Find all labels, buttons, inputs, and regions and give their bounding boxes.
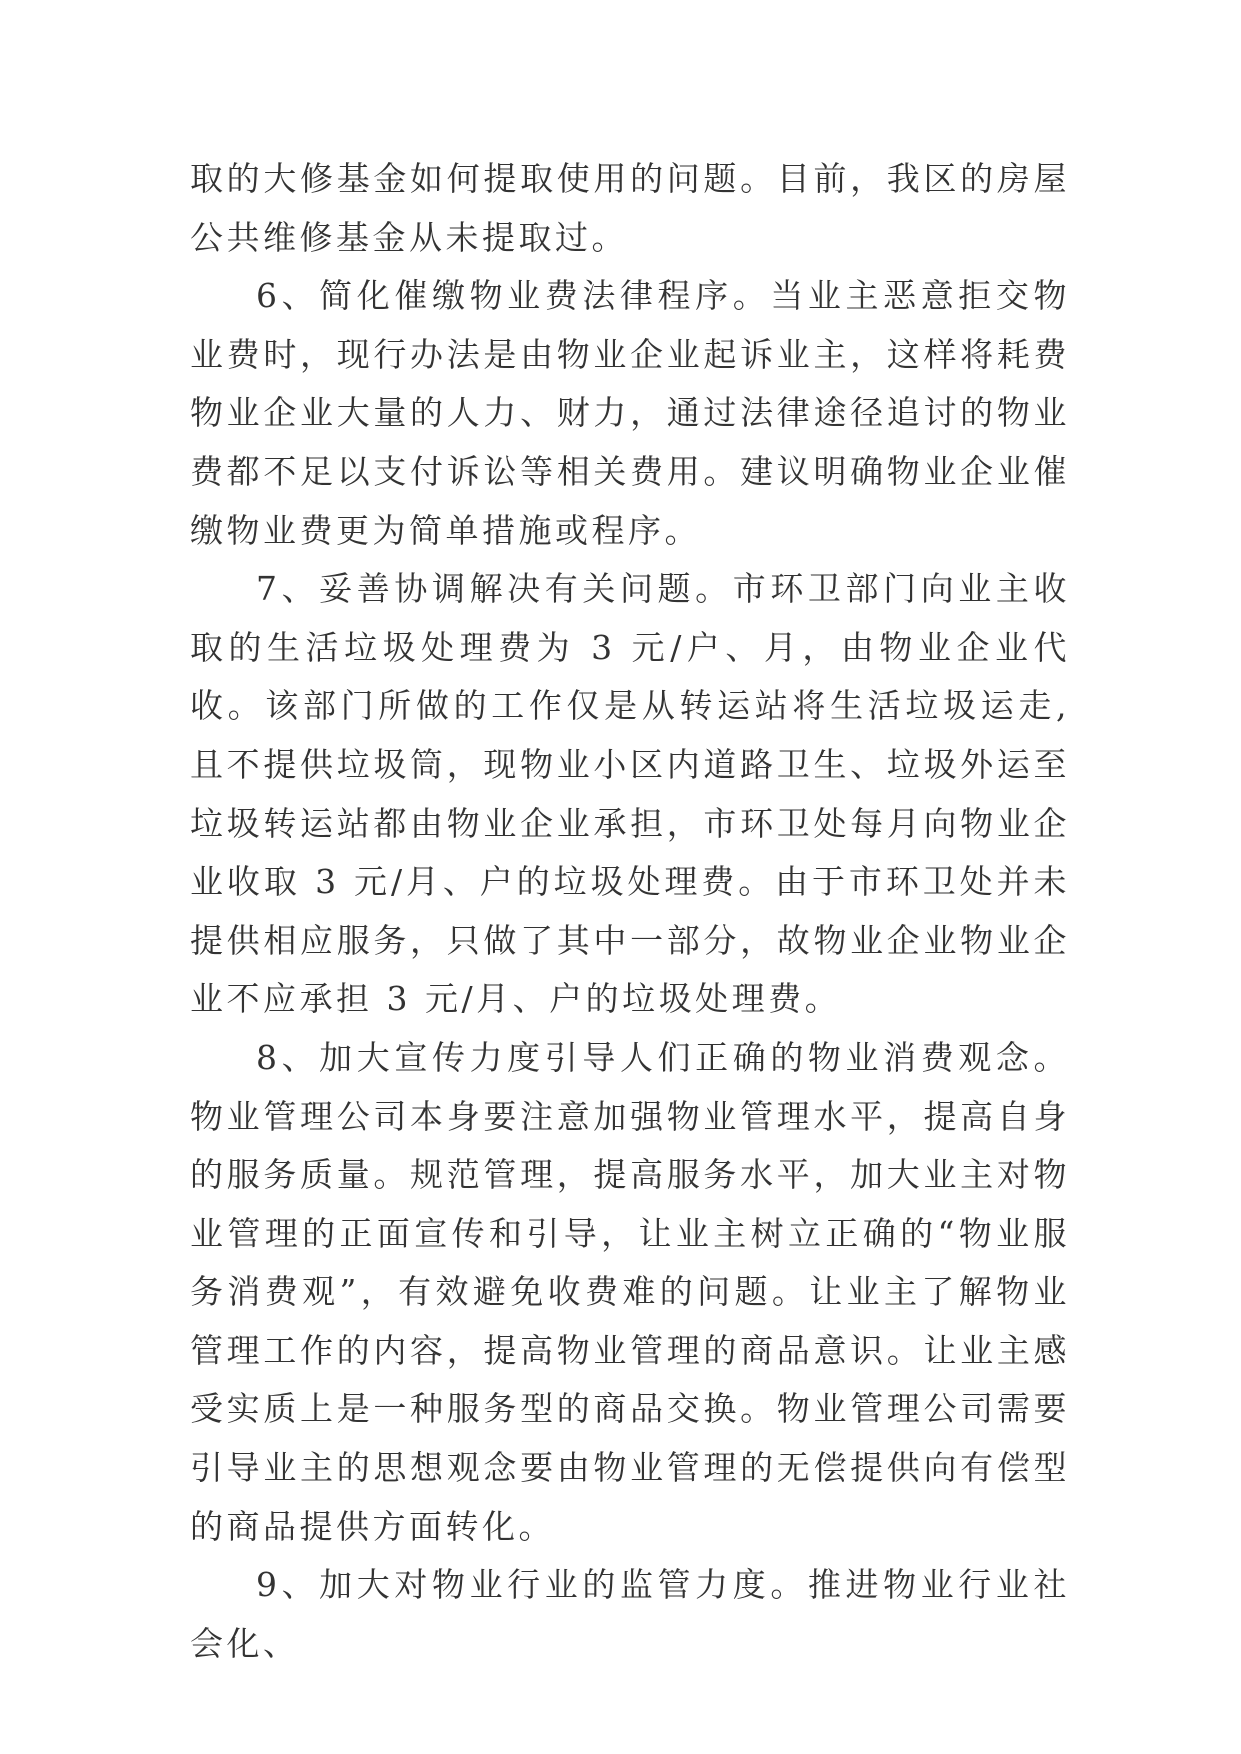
- body-text: [190, 150, 1070, 1673]
- paragraph-2: 6、简化催缴物业费法律程序。当业主恶意拒交物业费时，现行办法是由物业企业起诉业主，这样将耗费物业企业大量的人力、财力，通过法律途径追讨的物业费都不足以支付诉讼等相关费用。建议明确物业企业催缴物业费更为简单措施或程序。: [190, 276, 1070, 550]
- paragraph-3: 7、妥善协调解决有关问题。市环卫部门向业主收取的生活垃圾处理费为 3 元/户、月，由物业企业代收。该部门所做的工作仅是从转运站将生活垃圾运走,且不提供垃圾筒，现物业小区内道路卫生、垃圾外运至垃圾转运站都由物业企业承担，市环卫处每月向物业企业收取 3 元/月、户的垃圾处理费。由于市环卫处并未提供相应服务，只做了其中一部分，故物业企业物业企业不应承担 3 元/月、户的垃圾处理费。: [190, 569, 1070, 1019]
- paragraph-4: 8、加大宣传力度引导人们正确的物业消费观念。物业管理公司本身要注意加强物业管理水平，提高自身的服务质量。规范管理，提高服务水平，加大业主对物业管理的正面宣传和引导，让业主树立正确的“物业服务消费观”，有效避免收费难的问题。让业主了解物业管理工作的内容，提高物业管理的商品意识。让业主感受实质上是一种服务型的商品交换。物业管理公司需要引导业主的思想观念要由物业管理的无偿提供向有偿型的商品提供方面转化。: [190, 1037, 1070, 1546]
- paragraph-1: 取的大修基金如何提取使用的问题。目前，我区的房屋公共维修基金从未提取过。: [190, 159, 1070, 257]
- paragraph-5: 9、加大对物业行业的监管力度。推进物业行业社会化、: [190, 1565, 1070, 1663]
